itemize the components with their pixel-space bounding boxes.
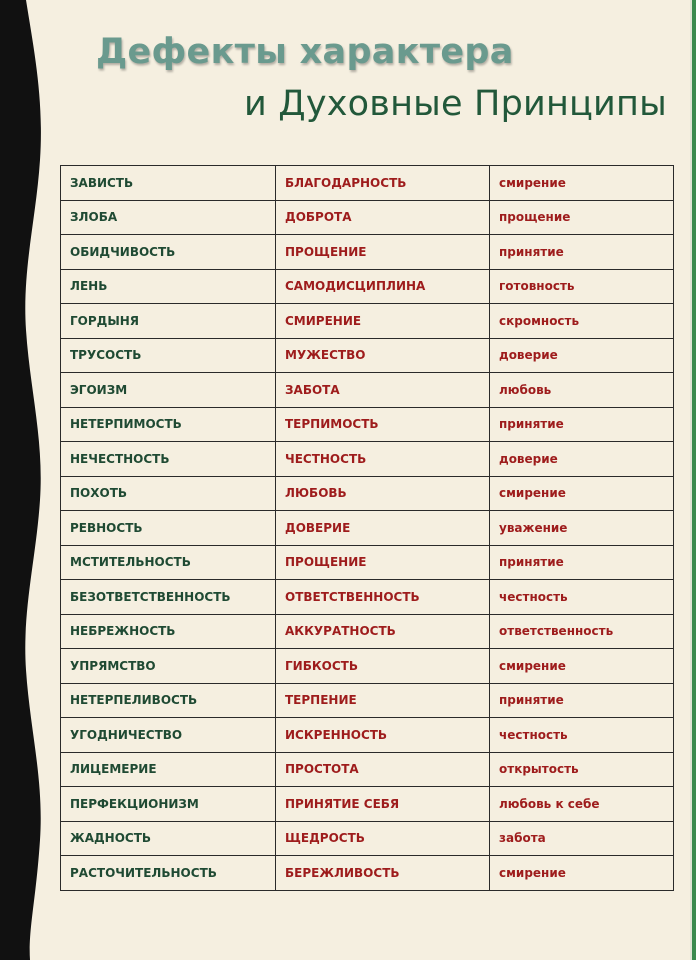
related-cell: смирение: [490, 856, 674, 891]
related-cell: любовь: [490, 373, 674, 408]
table-row: [61, 614, 674, 649]
related-cell: принятие: [490, 235, 674, 270]
related-cell: доверие: [490, 442, 674, 477]
table-row: [61, 545, 674, 580]
defect-cell: РАСТОЧИТЕЛЬНОСТЬ: [61, 856, 276, 891]
related-cell: смирение: [490, 649, 674, 684]
principle-cell: ОТВЕТСТВЕННОСТЬ: [276, 580, 490, 615]
table-row: [61, 649, 674, 684]
defect-cell: ПЕРФЕКЦИОНИЗМ: [61, 787, 276, 822]
principle-cell: МУЖЕСТВО: [276, 338, 490, 373]
principle-cell: ТЕРПИМОСТЬ: [276, 407, 490, 442]
table-row: [61, 166, 674, 201]
table-row: [61, 718, 674, 753]
defect-cell: УПРЯМСТВО: [61, 649, 276, 684]
principle-cell: БЛАГОДАРНОСТЬ: [276, 166, 490, 201]
related-cell: честность: [490, 580, 674, 615]
principle-cell: БЕРЕЖЛИВОСТЬ: [276, 856, 490, 891]
title-line-2: и Духовные Принципы: [244, 84, 667, 124]
principle-cell: ДОБРОТА: [276, 200, 490, 235]
table-row: [61, 269, 674, 304]
table-row: [61, 511, 674, 546]
related-cell: открытость: [490, 752, 674, 787]
principle-cell: ПРОСТОТА: [276, 752, 490, 787]
principle-cell: ГИБКОСТЬ: [276, 649, 490, 684]
green-accent-stripe: [692, 0, 696, 960]
defect-cell: НЕЧЕСТНОСТЬ: [61, 442, 276, 477]
defect-cell: ПОХОТЬ: [61, 476, 276, 511]
defect-cell: ОБИДЧИВОСТЬ: [61, 235, 276, 270]
defect-cell: ЛЕНЬ: [61, 269, 276, 304]
related-cell: готовность: [490, 269, 674, 304]
defect-cell: УГОДНИЧЕСТВО: [61, 718, 276, 753]
title-line-1: Дефекты характера: [96, 32, 514, 72]
table-row: [61, 580, 674, 615]
principle-cell: ПРОЩЕНИЕ: [276, 235, 490, 270]
related-cell: ответственность: [490, 614, 674, 649]
defect-cell: ТРУСОСТЬ: [61, 338, 276, 373]
defect-cell: ЭГОИЗМ: [61, 373, 276, 408]
defect-cell: ЛИЦЕМЕРИЕ: [61, 752, 276, 787]
table-row: [61, 338, 674, 373]
principle-cell: АККУРАТНОСТЬ: [276, 614, 490, 649]
principle-cell: ЗАБОТА: [276, 373, 490, 408]
table-body: [61, 166, 674, 891]
related-cell: прощение: [490, 200, 674, 235]
related-cell: забота: [490, 821, 674, 856]
principle-cell: СМИРЕНИЕ: [276, 304, 490, 339]
defect-cell: ГОРДЫНЯ: [61, 304, 276, 339]
related-cell: честность: [490, 718, 674, 753]
table-row: [61, 200, 674, 235]
related-cell: принятие: [490, 407, 674, 442]
table-row: [61, 856, 674, 891]
principle-cell: САМОДИСЦИПЛИНА: [276, 269, 490, 304]
related-cell: любовь к себе: [490, 787, 674, 822]
defect-cell: ЖАДНОСТЬ: [61, 821, 276, 856]
table-row: [61, 235, 674, 270]
principle-cell: ИСКРЕННОСТЬ: [276, 718, 490, 753]
defect-cell: ЗАВИСТЬ: [61, 166, 276, 201]
principle-cell: ДОВЕРИЕ: [276, 511, 490, 546]
principle-cell: ЧЕСТНОСТЬ: [276, 442, 490, 477]
table-row: [61, 752, 674, 787]
principle-cell: ПРОЩЕНИЕ: [276, 545, 490, 580]
defect-cell: БЕЗОТВЕТСТВЕННОСТЬ: [61, 580, 276, 615]
table-row: [61, 407, 674, 442]
defect-cell: НЕТЕРПИМОСТЬ: [61, 407, 276, 442]
table-row: [61, 476, 674, 511]
table-row: [61, 683, 674, 718]
related-cell: смирение: [490, 166, 674, 201]
defect-cell: ЗЛОБА: [61, 200, 276, 235]
table-row: [61, 373, 674, 408]
table-row: [61, 304, 674, 339]
principle-cell: ЛЮБОВЬ: [276, 476, 490, 511]
defect-cell: НЕТЕРПЕЛИВОСТЬ: [61, 683, 276, 718]
wavy-left-border: [0, 0, 60, 960]
table-row: [61, 787, 674, 822]
table-row: [61, 821, 674, 856]
table-row: [61, 442, 674, 477]
defects-principles-table: [60, 165, 674, 891]
related-cell: принятие: [490, 545, 674, 580]
related-cell: скромность: [490, 304, 674, 339]
related-cell: доверие: [490, 338, 674, 373]
principle-cell: ПРИНЯТИЕ СЕБЯ: [276, 787, 490, 822]
defect-cell: НЕБРЕЖНОСТЬ: [61, 614, 276, 649]
related-cell: смирение: [490, 476, 674, 511]
defect-cell: РЕВНОСТЬ: [61, 511, 276, 546]
defect-cell: МСТИТЕЛЬНОСТЬ: [61, 545, 276, 580]
related-cell: уважение: [490, 511, 674, 546]
related-cell: принятие: [490, 683, 674, 718]
principle-cell: ТЕРПЕНИЕ: [276, 683, 490, 718]
principle-cell: ЩЕДРОСТЬ: [276, 821, 490, 856]
